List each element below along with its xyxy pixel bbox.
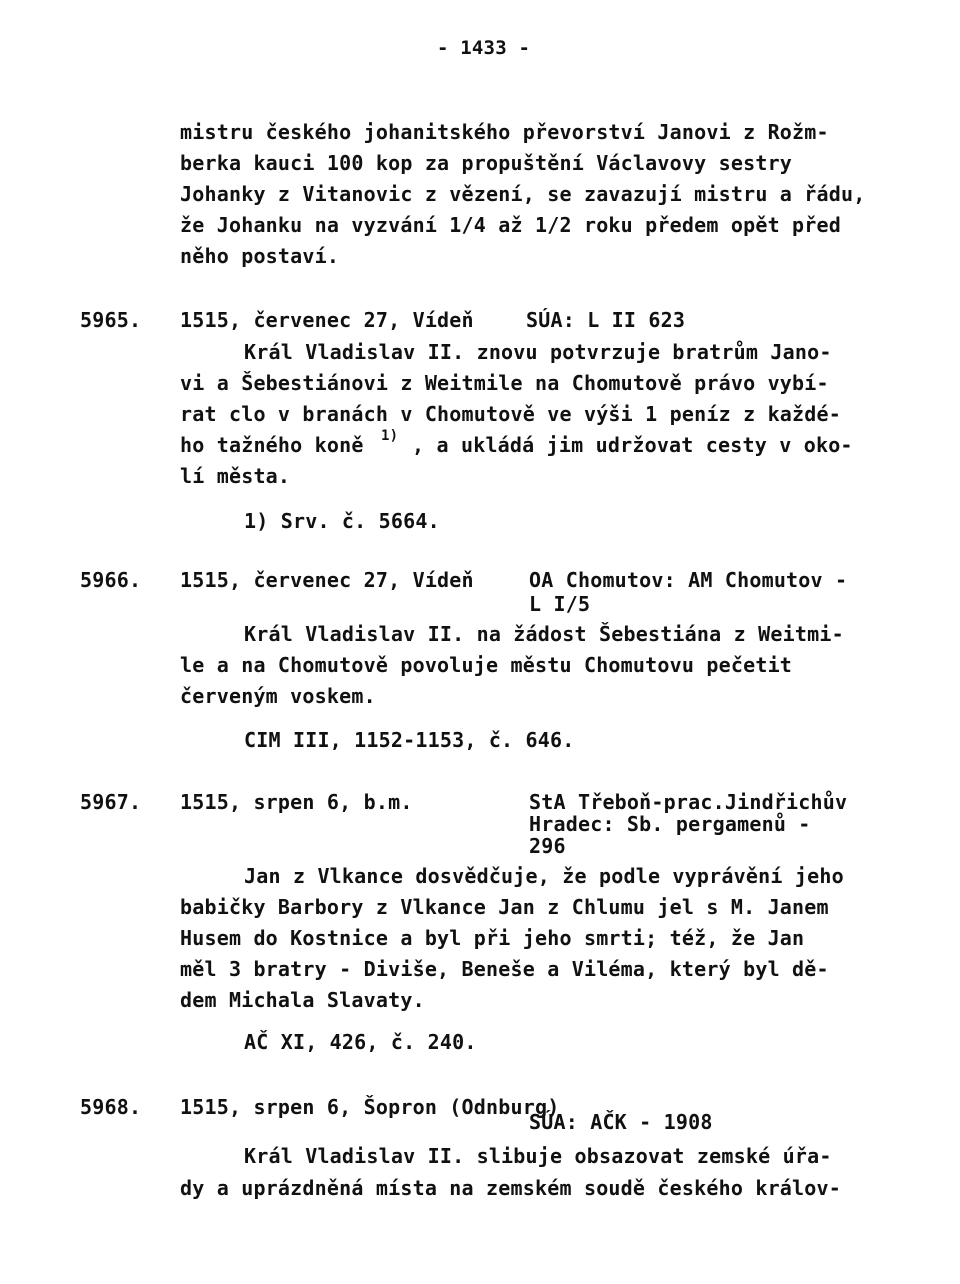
text-line: ho tažného koně xyxy=(180,433,364,457)
archive-reference: SÚA: AČK - 1908 xyxy=(529,1110,713,1134)
entry-date-place: 1515, červenec 27, Vídeň xyxy=(180,308,474,332)
archive-reference: OA Chomutov: AM Chomutov - xyxy=(529,568,848,592)
text-line: něho postaví. xyxy=(180,244,340,268)
footnote: 1) Srv. č. 5664. xyxy=(244,509,440,533)
text-line: mistru českého johanitského převorství Janovi z Rožm- xyxy=(180,120,829,144)
archive-reference: Hradec: Sb. pergamenů - xyxy=(529,812,811,836)
text-line: měl 3 bratry - Diviše, Beneše a Viléma, který byl dě- xyxy=(180,957,829,981)
text-line: le a na Chomutově povoluje městu Chomutovu pečetit xyxy=(180,653,793,677)
text-line: Johanky z Vitanovic z vězení, se zavazují mistru a řádu, xyxy=(180,182,866,206)
entry-number: 5967. xyxy=(80,790,142,814)
text-line: , a ukládá jim udržovat cesty v oko- xyxy=(412,433,853,457)
page-number: - 1433 - xyxy=(437,37,531,59)
edition-reference: AČ XI, 426, č. 240. xyxy=(244,1030,477,1054)
footnote-marker: 1) xyxy=(381,428,399,444)
archive-reference: StA Třeboň-prac.Jindřichův xyxy=(529,790,848,814)
entry-date-place: 1515, srpen 6, b.m. xyxy=(180,790,413,814)
entry-number: 5965. xyxy=(80,308,142,332)
text-line: babičky Barbory z Vlkance Jan z Chlumu jel s M. Janem xyxy=(180,895,829,919)
text-line: že Johanku na vyzvání 1/4 až 1/2 roku předem opět před xyxy=(180,213,842,237)
text-line: Král Vladislav II. slibuje obsazovat zemské úřa- xyxy=(244,1144,832,1168)
text-line: dy a uprázdněná místa na zemském soudě českého králov- xyxy=(180,1176,842,1200)
text-line: vi a Šebestiánovi z Weitmile na Chomutově právo vybí- xyxy=(180,371,829,395)
text-line: dem Michala Slavaty. xyxy=(180,988,425,1012)
text-line: červeným voskem. xyxy=(180,684,376,708)
text-line: rat clo v branách v Chomutově ve výši 1 peníz z každé- xyxy=(180,402,842,426)
text-line: Jan z Vlkance dosvědčuje, že podle vyprávění jeho xyxy=(244,864,844,888)
text-line: berka kauci 100 kop za propuštění Václavovy sestry xyxy=(180,151,793,175)
text-line: Král Vladislav II. znovu potvrzuje bratrům Jano- xyxy=(244,340,832,364)
archive-reference: SÚA: L II 623 xyxy=(526,308,686,332)
text-line: Král Vladislav II. na žádost Šebestiána z Weitmi- xyxy=(244,622,844,646)
entry-date-place: 1515, červenec 27, Vídeň xyxy=(180,568,474,592)
entry-number: 5968. xyxy=(80,1095,142,1119)
archive-reference: L I/5 xyxy=(529,592,591,616)
entry-number: 5966. xyxy=(80,568,142,592)
edition-reference: CIM III, 1152-1153, č. 646. xyxy=(244,728,575,752)
text-line: Husem do Kostnice a byl při jeho smrti; též, že Jan xyxy=(180,926,805,950)
archive-reference: 296 xyxy=(529,834,566,858)
entry-date-place: 1515, srpen 6, Šopron (Odnburg) xyxy=(180,1095,560,1119)
text-line: lí města. xyxy=(180,464,291,488)
